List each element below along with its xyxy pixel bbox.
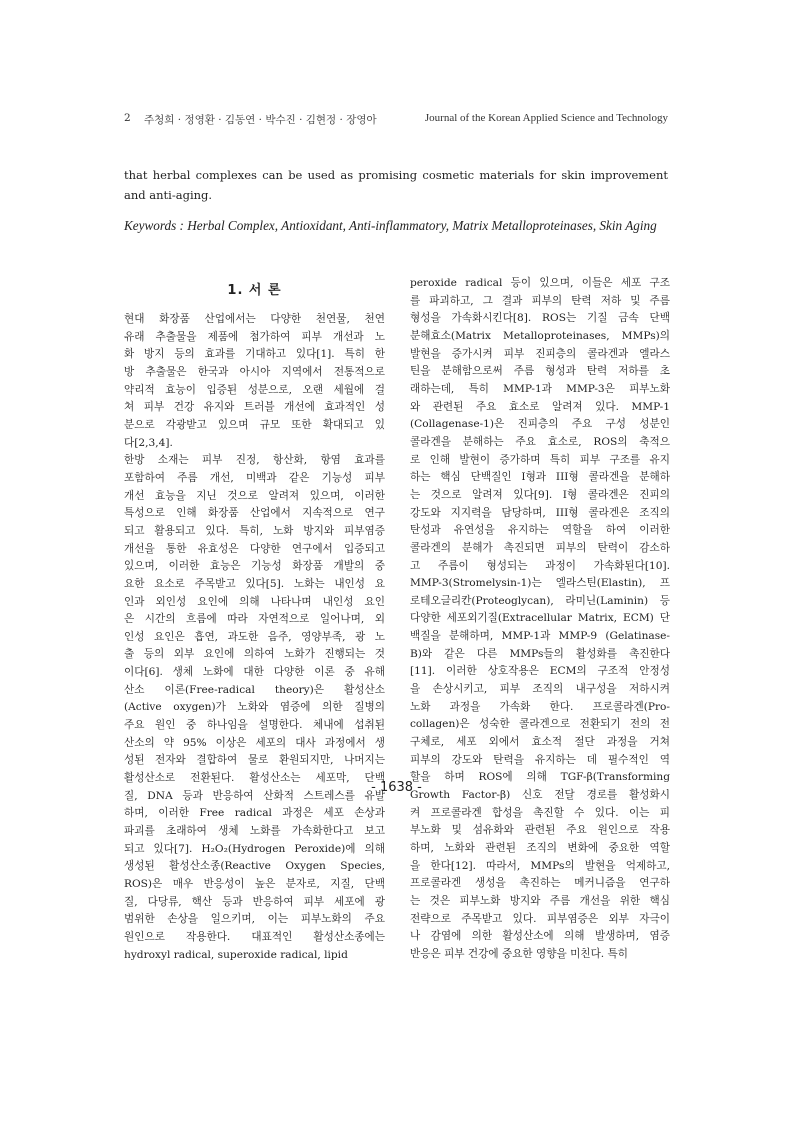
left-column [124,311,385,964]
body-text-line: 백질을 분해하며, MMP-1과 MMP-9 (Gelatinase- [410,630,670,643]
body-text-line: 분해효소(Matrix Metalloproteinases, MMPs)의 [410,329,670,342]
body-text-line: 요한 요소로 주목받고 있다[5]. 노화는 내인성 요 [124,577,385,590]
body-text-line: 생성된 활성산소종(Reactive Oxygen Species, [124,860,385,873]
body-text-line: 는 것은 피부노화 방지와 주름 개선을 위한 핵심 [410,894,670,907]
body-text-line: ROS)은 매우 반응성이 높은 분자로, 지질, 단백 [124,878,385,890]
body-text-line: 약리적 효능이 입증된 성분으로, 오랜 세월에 걸 [124,383,385,396]
body-text-line: B)와 같은 다른 MMPs들의 활성화를 촉진한다 [410,647,670,660]
body-text-line: Growth Factor-β) 신호 전달 경로를 활성화시 [410,789,670,802]
body-text-line: MMP-3(Stromelysin-1)는 엘라스틴(Elastin), 프 [410,577,670,590]
body-text-line: 콜라겐의 분해가 촉진되면 피부의 탄력이 감소하 [410,541,670,554]
header-page-number: 2 [124,112,131,124]
body-text-line: 다[2,3,4]. [124,436,173,449]
body-text-line: 부노화 및 섬유화와 관련된 주요 원인으로 작용 [410,824,670,837]
running-header [124,112,668,128]
header-journal-title: Journal of the Korean Applied Science and Technology [424,112,668,124]
body-text-line: 구체로, 세포 외에서 효소적 절단 과정을 거쳐 [410,736,670,749]
body-text-line: 프로콜라겐 생성을 촉진하는 메커니즘을 연구하 [410,877,670,890]
body-text-line: 피부의 강도와 탄력을 유지하는 데 필수적인 역 [410,753,670,766]
body-text-line: 할을 하며 ROS에 의해 TGF-β(Transforming [410,771,670,784]
body-text-line: 원인으로 작용한다. 대표적인 활성산소종에는 [124,930,385,943]
abstract-continuation: that herbal complexes can be used as promising cosmetic materials for skin improvement and anti-aging. [124,168,668,202]
body-text-line: (Active oxygen)가 노화와 염증에 의한 질병의 [124,701,385,714]
body-text-line: 한방 소재는 피부 진정, 항산화, 항염 효과를 [124,454,385,467]
body-text-line: 포함하여 주름 개선, 미백과 같은 기능성 피부 [124,471,385,484]
body-text-line: 나 감염에 의한 활성산소에 의해 발생하며, 염증 [410,930,670,943]
body-text-line: 고 주름이 형성되는 과정이 가속화된다[10]. [410,559,670,572]
body-text-line: 로 인해 발현이 증가하며 특히 피부 구조를 유지 [410,453,670,466]
body-text-line: 출 등의 외부 요인에 의하여 노화가 진행되는 것 [124,648,385,661]
body-text-line: 로테오글리칸(Proteoglycan), 라미닌(Laminin) 등 [410,594,670,607]
body-text-line: 범위한 손상을 일으키며, 이는 피부노화의 주요 [124,913,385,926]
body-text-line: 반응은 피부 건강에 중요한 영향을 미친다. 특히 [410,947,629,960]
body-text-line: 인과 외인성 요인에 의해 나타나며 내인성 요인 [124,595,385,608]
body-text-line: 방 추출물은 한국과 아시아 지역에서 전통적으로 [124,365,385,378]
body-text-line: 는 것으로 알려져 있다[9]. I형 콜라겐은 진피의 [410,488,670,501]
body-text-line: 콜라겐을 분해하는 주요 효소로, ROS의 축적으 [410,435,670,448]
body-text-line: 하며, 이러한 Free radical 과정은 세포 손상과 [124,807,385,820]
body-text-line: 래하는데, 특히 MMP-1과 MMP-3은 피부노화 [410,382,670,395]
body-text-line: 은 시간의 흐름에 따라 자연적으로 일어나며, 외 [124,613,385,626]
body-text-line: (Collagenase-1)은 진피층의 주요 구성 성분인 [410,418,670,431]
body-text-line: 을 한다[12]. 따라서, MMPs의 발현을 억제하고, [410,859,670,872]
body-text-line: 분으로 각광받고 있으며 규모 또한 확대되고 있 [124,418,385,431]
body-text-line: 질, 다당류, 핵산 등과 반응하여 피부 세포에 광 [124,895,385,908]
body-text-line: 개선을 통한 유효성은 다양한 연구에서 입증되고 [124,542,385,555]
body-text-line: 하는 핵심 단백질인 I형과 III형 콜라겐을 분해하 [410,471,670,484]
section-title: 1. 서 론 [227,283,282,298]
body-text-line: 이다[6]. 생체 노화에 대한 다양한 이론 중 유해 [124,666,385,679]
body-text-line: 개선 효능을 지닌 것으로 알려져 있으며, 이러한 [124,489,385,502]
body-text-line: 다양한 세포외기질(Extracellular Matrix, ECM) 단 [410,612,670,625]
body-text-line: 주요 원인 중 하나임을 설명한다. 체내에 섭취된 [124,719,385,732]
body-text-line: 를 파괴하고, 그 결과 피부의 탄력 저하 및 주름 [410,294,670,307]
body-text-line: 성된 전자와 결합하여 물로 환원되지만, 나머지는 [124,754,385,767]
body-text-line: collagen)은 성숙한 콜라겐으로 전환되기 전의 전 [410,718,670,731]
keywords-line: Keywords : Herbal Complex, Antioxidant, Anti-inflammatory, Matrix Metalloproteinases, Skin Aging [124,218,657,233]
body-text-line: 쳐 피부 건강 유지와 트러블 개선에 효과적인 성 [124,401,385,414]
body-text-line: hydroxyl radical, superoxide radical, lipid [124,948,348,961]
page-footer-number: - 1638 - [371,780,422,795]
body-text-line: 틴을 분해함으로써 주름 형성과 탄력 저하를 초 [410,365,670,378]
header-authors: 주청희 · 정영환 · 김동연 · 박수진 · 김현정 · 장영아 [144,114,377,126]
body-text-line: 되고 있다[7]. H₂O₂(Hydrogen Peroxide)에 의해 [124,842,385,855]
body-text-line: peroxide radical 등이 있으며, 이들은 세포 구조 [410,277,670,289]
body-text-line: 을 손상시키고, 피부 조직의 내구성을 저하시켜 [410,683,670,696]
body-text-line: 되고 활용되고 있다. 특히, 노화 방지와 피부염증 [124,524,385,537]
body-text-line: 특성으로 인해 화장품 산업에서 지속적으로 연구 [124,507,385,520]
body-text-line: 와 관련된 주요 효소로 알려져 있다. MMP-1 [410,400,670,413]
body-text-line: 탄성과 유연성을 유지하는 역할을 하여 이러한 [410,524,670,537]
body-text-line: 전략으로 주목받고 있다. 피부염증은 외부 자극이 [410,912,670,925]
body-text-line: 켜 프로콜라겐 합성을 촉진할 수 있다. 이는 피 [410,806,670,819]
body-text-line: 산소 이론(Free-radical theory)은 활성산소 [124,683,385,696]
body-text-line: 산소의 약 95% 이상은 세포의 대사 과정에서 생 [124,736,385,749]
body-text-line: 활성산소로 전환된다. 활성산소는 세포막, 단백 [124,772,385,785]
body-text-line: 발현을 증가시켜 피부 진피층의 콜라겐과 엘라스 [410,347,670,360]
body-text-line: 현대 화장품 산업에서는 다양한 천연물, 천연 [124,313,385,325]
body-text-line: 화 방지 등의 효과를 기대하고 있다[1]. 특히 한 [124,348,385,361]
body-text-line: 강도와 지지력을 담당하며, III형 콜라겐은 조직의 [410,506,670,519]
body-text-line: 질, DNA 등과 반응하여 산화적 스트레스를 유발 [124,789,385,802]
body-text-line: 인성 요인은 흡연, 과도한 음주, 영양부족, 광 노 [124,630,385,643]
body-text-line: 있으며, 이러한 효능은 기능성 화장품 개발의 중 [124,560,385,573]
body-text-line: 노화 과정을 가속화 한다. 프로콜라겐(Pro- [410,700,670,713]
body-text-line: 유래 추출물을 제품에 첨가하여 피부 개선과 노 [124,330,385,343]
body-text-line: 파괴를 초래하여 생체 노화를 가속화한다고 보고 [124,825,385,838]
body-text-line: [11]. 이러한 상호작용은 ECM의 구조적 안정성 [410,665,670,678]
body-text-line: 하며, 노화와 관련된 조직의 변화에 중요한 역할 [410,842,670,854]
body-text-line: 형성을 가속화시킨다[8]. ROS는 기질 금속 단백 [410,312,670,325]
right-column [410,275,670,964]
